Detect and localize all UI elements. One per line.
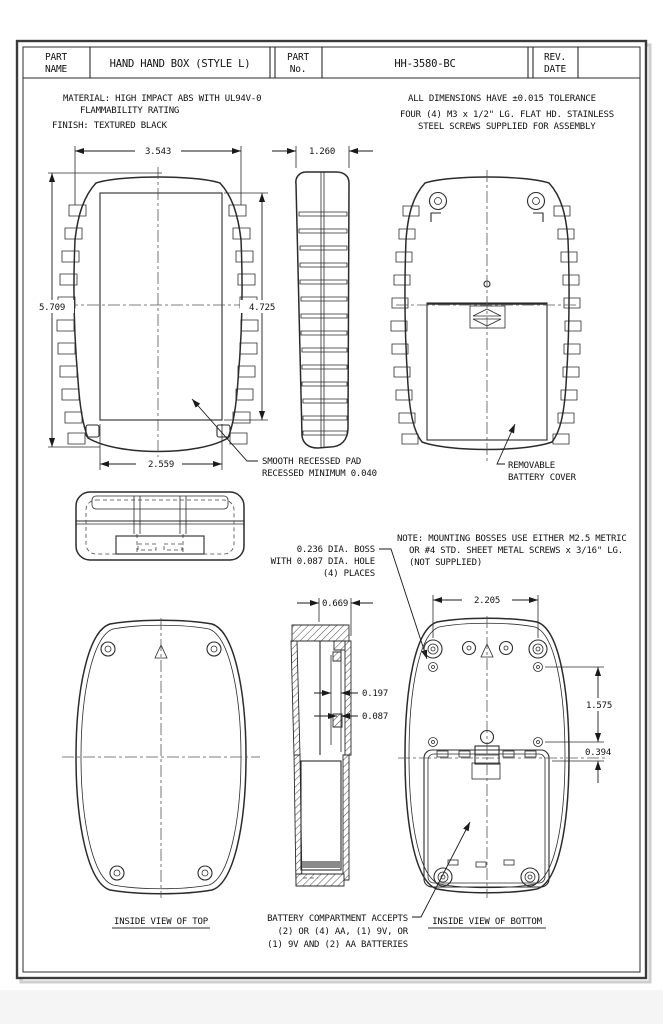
cover-note-line2: BATTERY COVER xyxy=(508,473,576,483)
part-no-label-1: PART xyxy=(286,52,310,63)
cover-note-line1: REMOVABLE xyxy=(508,461,555,471)
inside-top-label xyxy=(112,917,210,928)
dim-front-width-value: 3.543 xyxy=(144,147,172,157)
screws-note-line1: FOUR (4) M3 x 1/2" LG. FLAT HD. STAINLESS xyxy=(400,110,614,120)
part-no-value: HH-3580-BC xyxy=(394,58,456,70)
dim-side-width-value: 1.260 xyxy=(308,147,336,157)
smooth-pad-note-line2: RECESSED MINIMUM 0.040 xyxy=(262,469,377,479)
tolerance-note: ALL DIMENSIONS HAVE ±0.015 TOLERANCE xyxy=(408,94,596,104)
dim-section-depth-value: 0.669 xyxy=(321,599,349,609)
inside-top-title: INSIDE VIEW OF TOP xyxy=(114,917,208,927)
dim-boss-span-x-value: 2.205 xyxy=(473,596,501,606)
boss-note-line2: WITH 0.087 DIA. HOLE xyxy=(270,557,375,567)
smooth-pad-note-line1: SMOOTH RECESSED PAD xyxy=(262,457,362,467)
rev-label-2: DATE xyxy=(543,64,567,75)
dim-boss-span-y-value: 1.575 xyxy=(585,701,613,711)
part-name-label-1: PART xyxy=(44,52,68,63)
dim-pad-height-value: 4.725 xyxy=(248,303,276,313)
boss-note-line1: 0.236 DIA. BOSS xyxy=(296,545,375,555)
mounting-note-line3: (NOT SUPPLIED) xyxy=(409,558,483,568)
inside-bottom-title: INSIDE VIEW OF BOTTOM xyxy=(432,917,542,927)
part-no-label-2: No. xyxy=(289,64,307,75)
boss-note-line3: (4) PLACES xyxy=(322,569,375,579)
dim-wall-thickness-value: 0.087 xyxy=(362,712,389,722)
dim-boss-offset-y-value: 0.394 xyxy=(584,748,612,758)
inside-bottom-label xyxy=(428,917,546,928)
screws-note-line2: STEEL SCREWS SUPPLIED FOR ASSEMBLY xyxy=(418,122,596,132)
rev-label-1: REV. xyxy=(543,52,567,63)
dim-rib-depth-value: 0.197 xyxy=(362,689,389,699)
dim-front-height-value: 5.709 xyxy=(38,303,66,313)
battery-note-line3: (1) 9V AND (2) AA BATTERIES xyxy=(267,940,408,950)
mounting-note-line1: NOTE: MOUNTING BOSSES USE EITHER M2.5 METRIC xyxy=(397,534,627,544)
finish-note: FINISH: TEXTURED BLACK xyxy=(52,121,167,131)
part-name-value: HAND HAND BOX (STYLE L) xyxy=(109,58,251,70)
part-name-label-2: NAME xyxy=(44,64,68,75)
mounting-note-line2: OR #4 STD. SHEET METAL SCREWS x 3/16" LG. xyxy=(409,546,623,556)
battery-note-line1: BATTERY COMPARTMENT ACCEPTS xyxy=(267,914,408,924)
dim-pad-width-value: 2.559 xyxy=(147,460,175,470)
battery-note-line2: (2) OR (4) AA, (1) 9V, OR xyxy=(277,927,408,937)
material-note-line2: FLAMMABILITY RATING xyxy=(80,106,180,116)
material-note-line1: MATERIAL: HIGH IMPACT ABS WITH UL94V-0 xyxy=(63,94,262,104)
